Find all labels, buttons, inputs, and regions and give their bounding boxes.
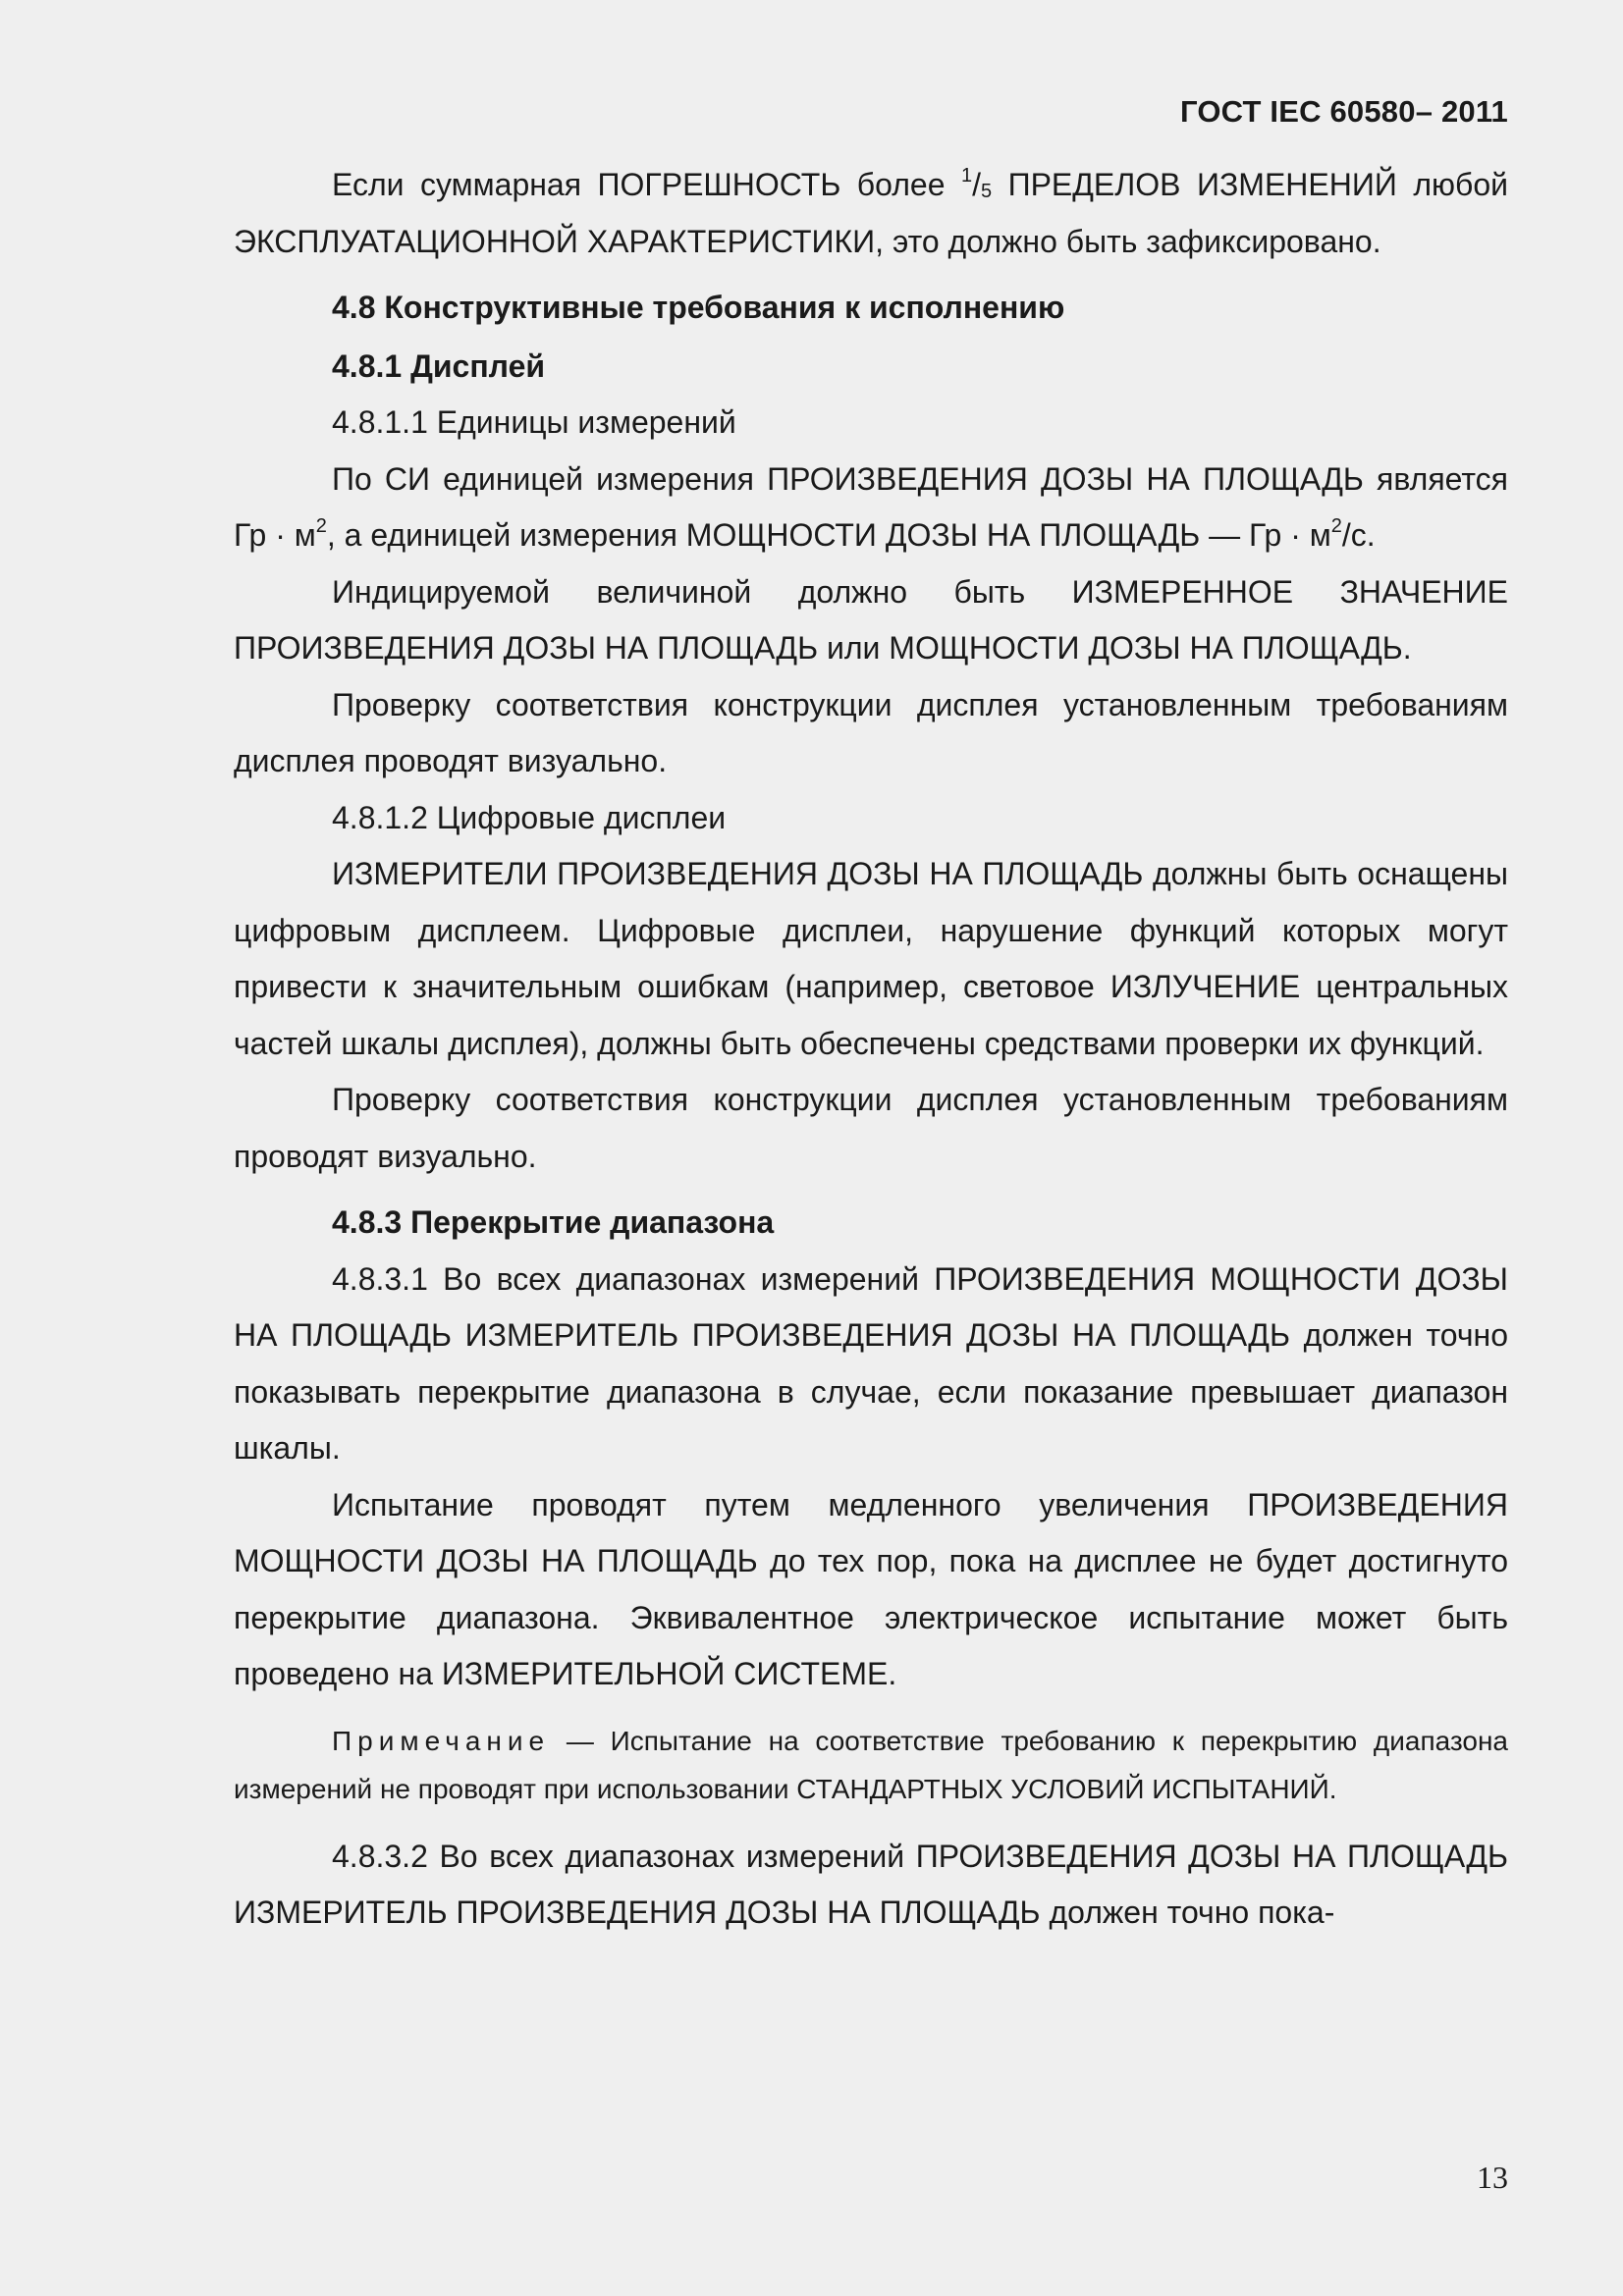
note-paragraph [234, 1717, 1508, 1813]
subsection-4-8-1-2: 4.8.1.2 Цифровые дисплеи [332, 799, 727, 835]
text-span: ПРЕДЕЛОВ ИЗМЕНЕНИЙ любой ЭКСПЛУАТАЦИОННОЙ ХАРАКТЕРИСТИКИ, это должно быть зафиксировано. [234, 167, 1508, 259]
subsection-4-8-1-1: 4.8.1.1 Единицы измерений [332, 404, 736, 440]
superscript: 2 [1330, 515, 1342, 537]
section-heading-4-8-3: 4.8.3 Перекрытие диапазона [332, 1204, 775, 1240]
note-text: — Испытание на соответствие требованию к перекрытию диапазона измерений не проводят при использовании СТАНДАРТНЫХ УСЛОВИЙ ИСПЫТАНИЙ. [234, 1725, 1508, 1804]
fraction-slash: / [972, 167, 981, 202]
text-span: , а единицей измерения МОЩНОСТИ ДОЗЫ НА ПЛОЩАДЬ — Гр · м [326, 517, 1331, 553]
text-span: Если суммарная ПОГРЕШНОСТЬ более [332, 167, 961, 202]
paragraph-4-8-3-2: 4.8.3.2 Во всех диапазонах измерений ПРОИЗВЕДЕНИЯ ДОЗЫ НА ПЛОЩАДЬ ИЗМЕРИТЕЛЬ ПРОИЗВЕДЕНИЯ ДОЗЫ НА ПЛОЩАДЬ должен точно пока- [234, 1838, 1508, 1930]
section-heading-4-8-1: 4.8.1 Дисплей [332, 347, 546, 384]
paragraph-display-check: Проверку соответствия конструкции дисплея установленным требованиям дисплея проводят визуально. [234, 686, 1508, 778]
paragraph-display-check-visual: Проверку соответствия конструкции дисплея установленным требованиям проводят визуально. [234, 1082, 1508, 1174]
fraction-numerator: 1 [960, 165, 973, 187]
section-heading-4-8: 4.8 Конструктивные требования к исполнению [332, 290, 1065, 325]
paragraph-si-units [234, 452, 1508, 564]
page-number: 13 [1477, 2160, 1508, 2195]
superscript: 2 [315, 515, 327, 537]
paragraph-4-8-3-1: 4.8.3.1 Во всех диапазонах измерений ПРОИЗВЕДЕНИЯ МОЩНОСТИ ДОЗЫ НА ПЛОЩАДЬ ИЗМЕРИТЕЛЬ ПРОИЗВЕДЕНИЯ ДОЗЫ НА ПЛОЩАДЬ должен точно показывать перекрытие диапазона в случае, если показание превышает диапазон шкалы. [234, 1260, 1508, 1466]
document-body [234, 157, 1508, 1942]
spacer [234, 1813, 1508, 1829]
paragraph-indicated-value: Индицируемой величиной должно быть ИЗМЕРЕННОЕ ЗНАЧЕНИЕ ПРОИЗВЕДЕНИЯ ДОЗЫ НА ПЛОЩАДЬ или МОЩНОСТИ ДОЗЫ НА ПЛОЩАДЬ. [234, 573, 1508, 666]
paragraph-range-test: Испытание проводят путем медленного увеличения ПРОИЗВЕДЕНИЯ МОЩНОСТИ ДОЗЫ НА ПЛОЩАДЬ до тех пор, пока на дисплее не будет достигнуто перекрытие диапазона. Эквивалентное электрическое испытание может быть проведено на ИЗМЕРИТЕЛЬНОЙ СИСТЕМЕ. [234, 1486, 1508, 1691]
text-span: По СИ единицей измерения ПРОИЗВЕДЕНИЯ ДОЗЫ НА ПЛОЩАДЬ является Гр · м [234, 460, 1508, 553]
paragraph-error-limit [234, 157, 1508, 270]
paragraph-digital-displays: ИЗМЕРИТЕЛИ ПРОИЗВЕДЕНИЯ ДОЗЫ НА ПЛОЩАДЬ должны быть оснащены цифровым дисплеем. Цифровые дисплеи, нарушение функций которых могут привести к значительным ошибкам (например, световое ИЗЛУЧЕНИЕ центральных частей шкалы дисплея), должны быть обеспечены средствами проверки их функций. [234, 856, 1508, 1061]
standard-header: ГОСТ IEC 60580– 2011 [1179, 94, 1508, 129]
note-label: Примечание [332, 1725, 551, 1756]
text-span: /с. [1341, 517, 1376, 553]
fraction-denominator: 5 [980, 181, 993, 202]
